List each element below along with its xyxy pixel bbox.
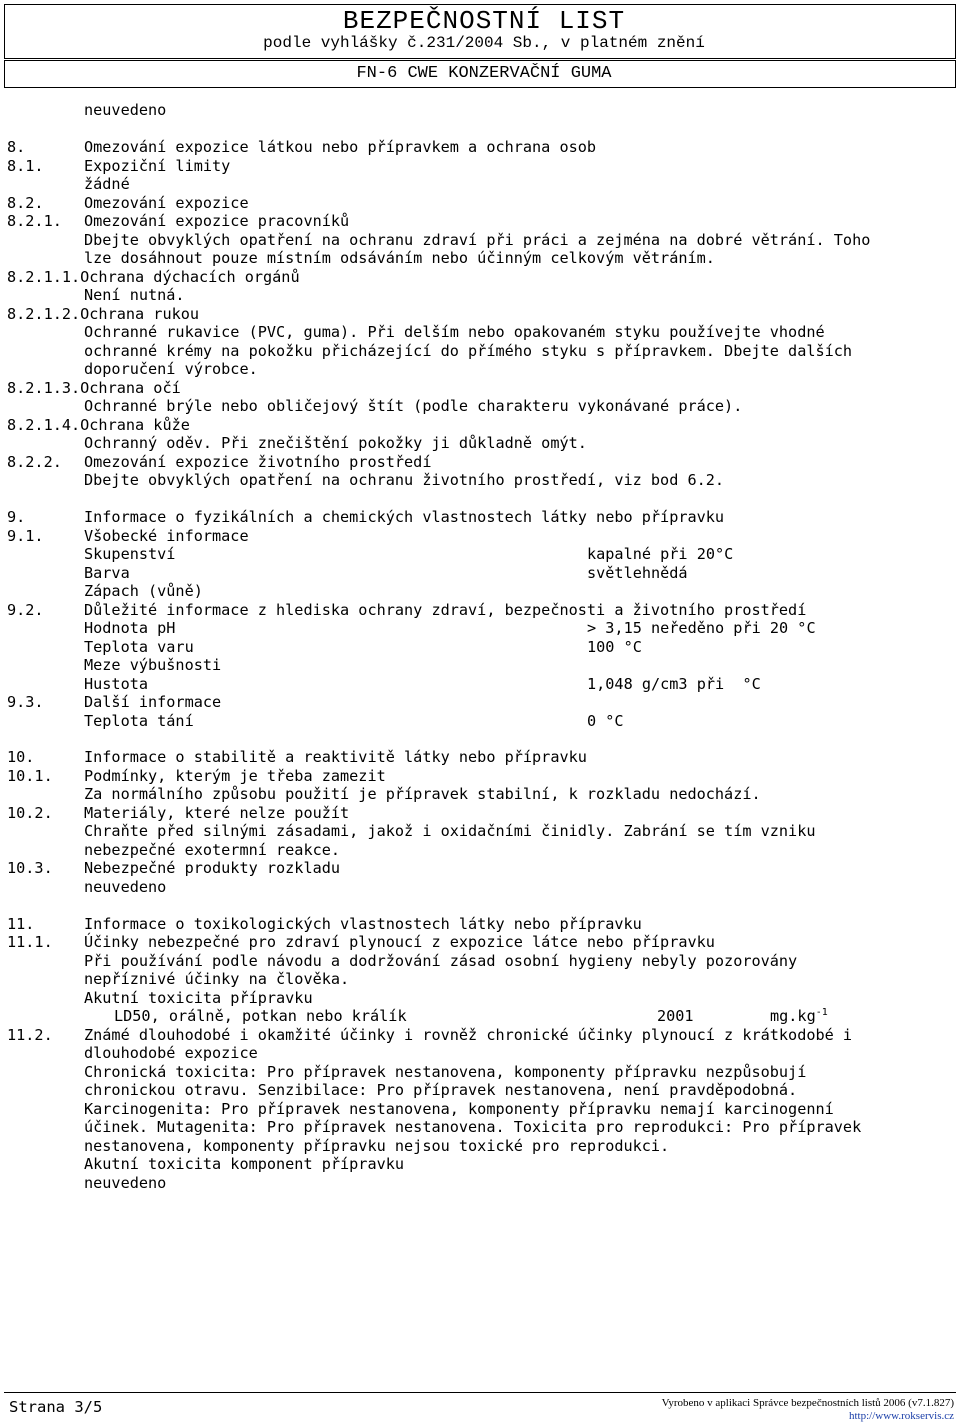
document-title: BEZPEČNOSTNÍ LIST [342, 6, 626, 36]
section-heading: Důležité informace z hlediska ochrany zdraví, bezpečnosti a životního prostředí [84, 601, 807, 619]
section-heading: Další informace [84, 693, 222, 711]
text-line: lze dosáhnout pouze místním odsáváním nebo účinným celkovým větráním. [84, 249, 715, 267]
text-line: účinek. Mutagenita: Pro přípravek nestanovena. Toxicita pro reprodukci: Pro přípravek [84, 1118, 862, 1136]
section-number: 9.3. [7, 693, 44, 711]
section-heading: Podmínky, kterým je třeba zamezit [84, 767, 386, 785]
footer-divider [4, 1392, 956, 1393]
section-number: 10.3. [7, 859, 53, 877]
producer-info [662, 1397, 954, 1423]
property-value: > 3,15 neředěno při 20 °C [587, 619, 816, 637]
section-number: 11. [7, 915, 35, 933]
producer-link[interactable]: http://www.rokservis.cz [849, 1410, 954, 1422]
text-line: Chronická toxicita: Pro přípravek nestanovena, komponenty přípravku nezpůsobují [84, 1063, 807, 1081]
section-heading: 8.2.1.2.Ochrana rukou [7, 305, 200, 323]
ld50-value: 2001 [657, 1007, 694, 1025]
section-number: 10.1. [7, 767, 53, 785]
producer-text: Vyrobeno v aplikaci Správce bezpečnostních listů 2006 (v7.1.827) [661, 1397, 954, 1409]
section-number: 10.2. [7, 804, 53, 822]
property-label: Zápach (vůně) [84, 582, 203, 600]
property-value: 100 °C [587, 638, 642, 656]
section-heading: dlouhodobé expozice [84, 1044, 258, 1062]
document-subtitle: podle vyhlášky č.231/2004 Sb., v platném znění [263, 34, 705, 52]
text-line: Dbejte obvyklých opatření na ochranu zdraví při práci a zejména na dobré větrání. Toho [84, 231, 871, 249]
ld50-unit [770, 1007, 828, 1025]
property-label: Skupenství [84, 545, 176, 563]
text-line: Ochranné rukavice (PVC, guma). Při delším nebo opakovaném styku používejte vhodné [84, 323, 825, 341]
section-heading: Informace o fyzikálních a chemických vlastnostech látky nebo přípravku [84, 508, 725, 526]
property-value: kapalné při 20°C [587, 545, 734, 563]
section-heading: Informace o stabilitě a reaktivitě látky nebo přípravku [84, 748, 587, 766]
unit-exponent: -1 [815, 1007, 828, 1018]
document-header [4, 4, 956, 84]
section-heading: Nebezpečné produkty rozkladu [84, 859, 341, 877]
section-number: 9.2. [7, 601, 44, 619]
section-heading: Materiály, které nelze použít [84, 804, 350, 822]
section-number: 9.1. [7, 527, 44, 545]
product-name: FN-6 CWE KONZERVAČNÍ GUMA [356, 64, 612, 83]
text-line: nebezpečné exotermní reakce. [84, 841, 341, 859]
text-line: ochranné krémy na pokožku přicházející do přímého styku s přípravkem. Dbejte dalších [84, 342, 853, 360]
section-heading: Omezování expozice látkou nebo přípravkem a ochrana osob [84, 138, 597, 156]
property-value: 1,048 g/cm3 při °C [587, 675, 761, 693]
text-line: neuvedeno [84, 1174, 167, 1192]
section-heading: 8.2.1.3.Ochrana očí [7, 379, 181, 397]
section-number: 9. [7, 508, 26, 526]
text-line: Při používání podle návodu a dodržování zásad osobní hygieny nebyly pozorovány [84, 952, 798, 970]
section-heading: Expoziční limity [84, 157, 231, 175]
text-line: Dbejte obvyklých opatření na ochranu životního prostředí, viz bod 6.2. [84, 471, 725, 489]
section-heading: Omezování expozice pracovníků [84, 212, 350, 230]
section-heading: Informace o toxikologických vlastnostech látky nebo přípravku [84, 915, 642, 933]
section-heading: 8.2.1.1.Ochrana dýchacích orgánů [7, 268, 300, 286]
section-heading: Účinky nebezpečné pro zdraví plynoucí z expozice látce nebo přípravku [84, 933, 715, 951]
section-heading: 8.2.1.4.Ochrana kůže [7, 416, 190, 434]
property-value: 0 °C [587, 712, 624, 730]
text-line: Karcinogenita: Pro přípravek nestanovena, komponenty přípravku nemají karcinogenní [84, 1100, 834, 1118]
property-label: Hustota [84, 675, 149, 693]
property-value: světlehnědá [587, 564, 688, 582]
section-heading: Omezování expozice [84, 194, 249, 212]
unit-text: mg.kg [770, 1007, 816, 1025]
text-line: Ochranný oděv. Při znečištění pokožky ji důkladně omýt. [84, 434, 587, 452]
section-number: 11.2. [7, 1026, 53, 1044]
text-line: chronickou otravu. Senzibilace: Pro přípravek nestanovena, není pravděpodobná. [84, 1081, 798, 1099]
section-number: 8.1. [7, 157, 44, 175]
text-line: Není nutná. [84, 286, 185, 304]
text-line: Za normálního způsobu použití je přípravek stabilní, k rozkladu nedochází. [84, 785, 761, 803]
text-line: Ochranné brýle nebo obličejový štít (podle charakteru vykonávané práce). [84, 397, 743, 415]
text-line: doporučení výrobce. [84, 360, 258, 378]
property-label: Teplota tání [84, 712, 194, 730]
property-label: Meze výbušnosti [84, 656, 222, 674]
section-number: 8.2.2. [7, 453, 62, 471]
property-label: Barva [84, 564, 130, 582]
text-line: žádné [84, 175, 130, 193]
section-number: 10. [7, 748, 35, 766]
text-line: neuvedeno [84, 878, 167, 896]
section-heading: Známé dlouhodobé i okamžité účinky i rovněž chronické účinky plynoucí z krátkodobé i [84, 1026, 853, 1044]
section-number: 11.1. [7, 933, 53, 951]
property-label: Hodnota pH [84, 619, 176, 637]
property-label: Teplota varu [84, 638, 194, 656]
text-line: nestanovena, komponenty přípravku nejsou toxické pro reprodukci. [84, 1137, 670, 1155]
text-line: nepříznivé účinky na člověka. [84, 970, 350, 988]
subheading: Akutní toxicita přípravku [84, 989, 313, 1007]
text-line: neuvedeno [84, 101, 167, 119]
text-line: Chraňte před silnými zásadami, jakož i oxidačními činidly. Zabrání se tím vzniku [84, 822, 816, 840]
ld50-label: LD50, orálně, potkan nebo králík [114, 1007, 407, 1025]
section-number: 8. [7, 138, 26, 156]
section-number: 8.2.1. [7, 212, 62, 230]
section-heading: Všobecké informace [84, 527, 249, 545]
page-number: Strana 3/5 [9, 1398, 103, 1416]
section-heading: Omezování expozice životního prostředí [84, 453, 432, 471]
section-number: 8.2. [7, 194, 44, 212]
subheading: Akutní toxicita komponent přípravku [84, 1155, 405, 1173]
